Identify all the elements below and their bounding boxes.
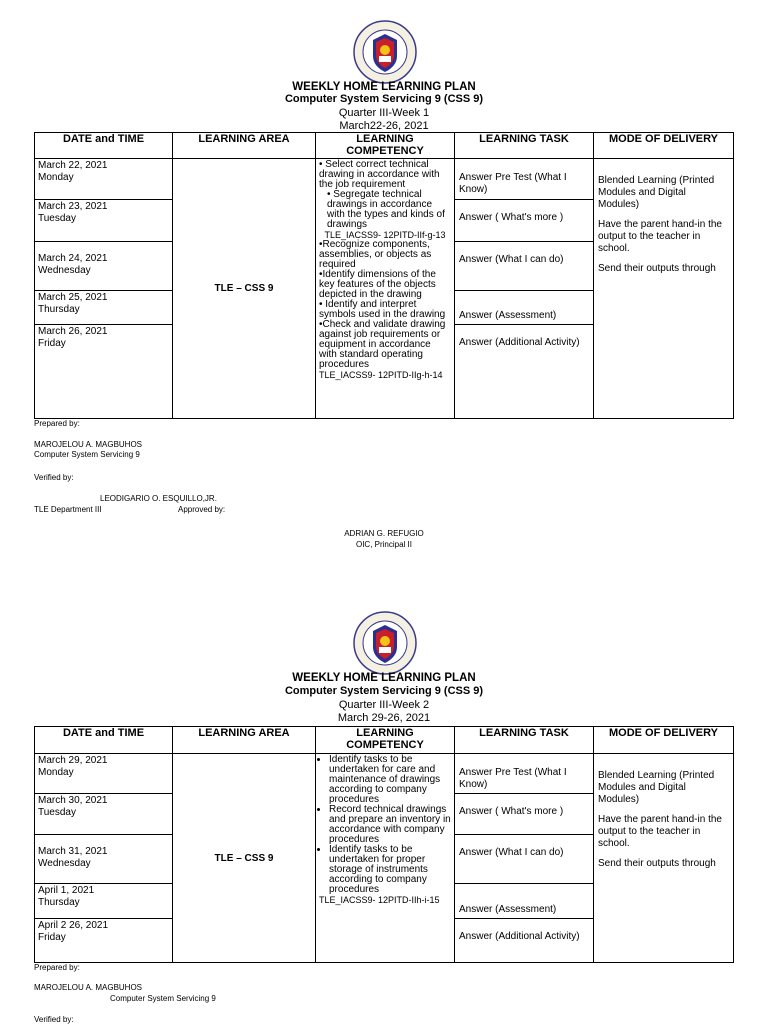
plan-subject: Computer System Servicing 9 (CSS 9) bbox=[284, 93, 484, 105]
learning-task-cell: Answer Pre Test (What I Know) bbox=[455, 754, 594, 794]
plan-date-range: March22-26, 2021 bbox=[339, 120, 429, 132]
date-cell: March 23, 2021 Tuesday bbox=[35, 200, 173, 242]
col-header-task: LEARNING TASK bbox=[455, 133, 594, 159]
plan-subject: Computer System Servicing 9 (CSS 9) bbox=[284, 685, 484, 697]
verified-by-label: Verified by: bbox=[34, 473, 74, 482]
col-header-area: LEARNING AREA bbox=[173, 727, 316, 754]
date-cell: March 25, 2021 Thursday bbox=[35, 291, 173, 325]
learning-task-cell: Answer ( What's more ) bbox=[455, 200, 594, 242]
approver-role: OIC, Principal II bbox=[355, 540, 412, 549]
col-header-date: DATE and TIME bbox=[35, 133, 173, 159]
learning-task-cell: Answer ( What's more ) bbox=[455, 794, 594, 835]
col-header-competency: LEARNING COMPETENCY bbox=[316, 133, 455, 159]
plan-date-range: March 29-26, 2021 bbox=[337, 712, 431, 724]
learning-task-cell: Answer (Additional Activity) bbox=[455, 919, 594, 963]
date-cell: March 22, 2021 Monday bbox=[35, 159, 173, 200]
learning-plan-table bbox=[34, 726, 734, 963]
prepared-by-label: Prepared by: bbox=[34, 963, 80, 972]
learning-task-cell: Answer (What I can do) bbox=[455, 835, 594, 884]
learning-task-cell: Answer (Additional Activity) bbox=[455, 325, 594, 419]
col-header-task: LEARNING TASK bbox=[455, 727, 594, 754]
date-cell: March 24, 2021 Wednesday bbox=[35, 242, 173, 291]
learning-area-cell: TLE – CSS 9 bbox=[173, 754, 316, 963]
date-cell: March 26, 2021 Friday bbox=[35, 325, 173, 419]
mode-of-delivery-cell: Blended Learning (Printed Modules and Digital Modules) Have the parent hand-in the output to the teacher in school. Send their outputs through bbox=[594, 754, 734, 963]
date-cell: March 30, 2021 Tuesday bbox=[35, 794, 173, 835]
learning-competency-cell: • Identify tasks to be undertaken for care and maintenance of drawings according to company procedures • Record technical drawings and prepare an inventory in accordance with company procedures • Identify tasks to be undertaken for proper storage of instruments according to company procedures TLE_IACSS9- 12PITD-IIh-i-15 bbox=[316, 754, 455, 963]
col-header-date: DATE and TIME bbox=[35, 727, 173, 754]
plan-quarter-week: Quarter III-Week 2 bbox=[338, 699, 430, 711]
learning-area-cell: TLE – CSS 9 bbox=[173, 159, 316, 419]
preparer-role: Computer System Servicing 9 bbox=[110, 994, 216, 1003]
date-cell: April 1, 2021 Thursday bbox=[35, 884, 173, 919]
plan-quarter-week: Quarter III-Week 1 bbox=[338, 107, 430, 119]
verifier-name: LEODIGARIO O. ESQUILLO,JR. bbox=[100, 494, 217, 503]
approver-name: ADRIAN G. REFUGIO bbox=[344, 529, 424, 538]
date-cell: March 31, 2021 Wednesday bbox=[35, 835, 173, 884]
plan-title: WEEKLY HOME LEARNING PLAN bbox=[292, 81, 476, 93]
col-header-area: LEARNING AREA bbox=[173, 133, 316, 159]
learning-task-cell: Answer (What I can do) bbox=[455, 242, 594, 291]
preparer-name: MAROJELOU A. MAGBUHOS bbox=[34, 983, 143, 992]
date-cell: April 2 26, 2021 Friday bbox=[35, 919, 173, 963]
preparer-name: MAROJELOU A. MAGBUHOS bbox=[34, 440, 143, 449]
learning-task-cell: Answer Pre Test (What I Know) bbox=[455, 159, 594, 200]
learning-competency-cell: • Select correct technical drawing in accordance with the job requirement • Segregate technical drawings in accordance with the types and kinds of drawings TLE_IACSS9- 12PITD-IIf-g-13 •Recognize components, assemblies, or objects as required •Identify dimensions of the key features of the objects depicted in the drawing • Identify and interpret symbols used in the drawing •Check and validate drawing against job requirements or equipment in accordance with standard operating procedures TLE_IACSS9- 12PITD-IIg-h-14 bbox=[316, 159, 455, 419]
preparer-role: Computer System Servicing 9 bbox=[34, 450, 140, 459]
learning-plan-table bbox=[34, 132, 734, 419]
col-header-mode: MODE OF DELIVERY bbox=[594, 133, 734, 159]
verifier-department: TLE Department III bbox=[34, 505, 102, 514]
verified-by-label: Verified by: bbox=[34, 1015, 74, 1024]
col-header-mode: MODE OF DELIVERY bbox=[594, 727, 734, 754]
learning-task-cell: Answer (Assessment) bbox=[455, 884, 594, 919]
prepared-by-label: Prepared by: bbox=[34, 419, 80, 428]
date-cell: March 29, 2021 Monday bbox=[35, 754, 173, 794]
deped-seal-icon bbox=[353, 20, 417, 84]
plan-title: WEEKLY HOME LEARNING PLAN bbox=[292, 672, 476, 684]
deped-seal-icon bbox=[353, 611, 417, 675]
mode-of-delivery-cell: Blended Learning (Printed Modules and Digital Modules) Have the parent hand-in the output to the teacher in school. Send their outputs through bbox=[594, 159, 734, 419]
col-header-competency: LEARNING COMPETENCY bbox=[316, 727, 455, 754]
approved-by-label: Approved by: bbox=[178, 505, 226, 514]
learning-task-cell: Answer (Assessment) bbox=[455, 291, 594, 325]
